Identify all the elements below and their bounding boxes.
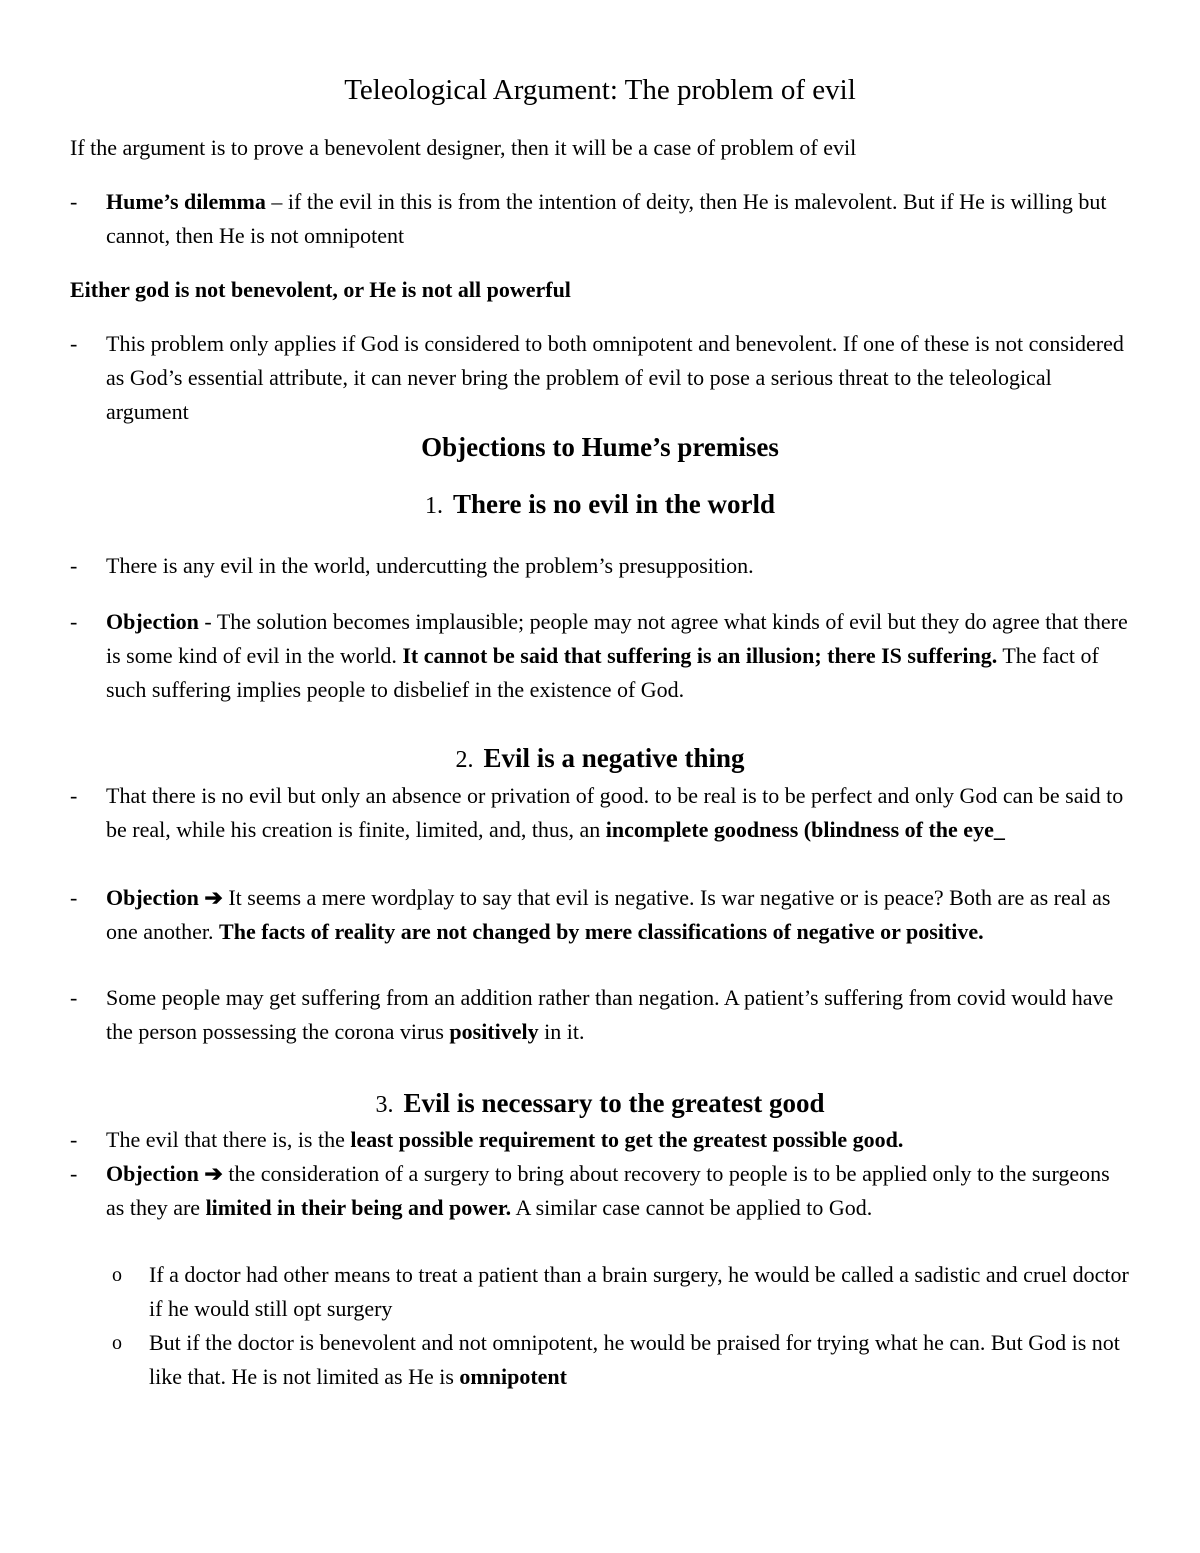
objection-text: The fact of such suffering implies people to disbelief in the existence of God. [106, 643, 1099, 702]
section-3-sub-item-1 [112, 1258, 1130, 1326]
bullet-circle: o [112, 1332, 122, 1354]
section-3-point [70, 1123, 1130, 1157]
sub-item-text: But if the doctor is benevolent and not omnipotent, he would be praised for trying what he can. But God is not like that. He is not limited as He is [149, 1330, 1120, 1389]
intro-paragraph: If the argument is to prove a benevolent designer, then it will be a case of problem of evil [70, 135, 857, 160]
section-2-point [70, 779, 1130, 847]
bullet-dash: - [70, 609, 78, 634]
sub-item-body [149, 1326, 1130, 1394]
point-text: in it. [538, 1019, 585, 1044]
objection-emphasis: limited in their being and power. [205, 1195, 512, 1220]
humes-dilemma-item [70, 185, 1130, 253]
bullet-dash: - [70, 1161, 78, 1186]
objection-text: the consideration of a surgery to bring about recovery to people is to be applied only to the surgeons as they are [106, 1161, 1110, 1220]
section-2-number: 2. [455, 747, 474, 773]
section-3-objection [70, 1157, 1130, 1225]
section-1-objection [70, 605, 1130, 707]
bullet-dash: - [70, 331, 78, 356]
point-text: That there is no evil but only an absence or privation of good. to be real is to be perfect and only God can be said to be real, while his creation is finite, limited, and, thus, an [106, 783, 1124, 842]
point-emphasis: least possible requirement to get the greatest possible good. [350, 1127, 904, 1152]
section-1-objection-body [106, 605, 1130, 707]
bullet-dash: - [70, 985, 78, 1010]
applies-note-item [70, 327, 1130, 429]
sub-item-text: If a doctor had other means to treat a patient than a brain surgery, he would be called a sadistic and cruel doctor if he would still opt surgery [149, 1262, 1129, 1321]
bullet-dash: - [70, 1127, 78, 1152]
section-2-point-3 [70, 981, 1130, 1049]
section-3-objection-body [106, 1157, 1130, 1225]
section-2-objection [70, 881, 1130, 949]
humes-dilemma-label: Hume’s dilemma [106, 189, 266, 214]
section-2-heading [0, 741, 1200, 777]
section-1-number: 1. [424, 493, 443, 519]
humes-dilemma-text: – if the evil in this is from the intention of deity, then He is malevolent. But if He is willing but cannot, then He is not omnipotent [106, 189, 1107, 248]
section-3-sub-item-2 [112, 1326, 1130, 1394]
sub-item-emphasis: omnipotent [459, 1364, 567, 1389]
section-2-objection-body [106, 881, 1130, 949]
bullet-circle: o [112, 1264, 122, 1286]
section-3-heading [0, 1086, 1200, 1122]
section-3-number: 3. [375, 1092, 394, 1118]
section-1-point-text: There is any evil in the world, undercutting the problem’s presupposition. [106, 553, 754, 578]
point-emphasis: positively [449, 1019, 539, 1044]
section-1-point [70, 549, 1130, 583]
arrow-icon: ➔ [204, 1161, 223, 1186]
section-1-heading [0, 487, 1200, 523]
objection-label: Objection [106, 609, 199, 634]
objection-emphasis: The facts of reality are not changed by mere classifications of negative or positive. [219, 919, 984, 944]
bullet-dash: - [70, 885, 78, 910]
section-1-title: There is no evil in the world [452, 489, 775, 519]
objection-text: - The solution becomes implausible; people may not agree what kinds of evil but they do agree that there is some kind of evil in the world. [106, 609, 1128, 668]
bullet-dash: - [70, 189, 78, 214]
section-2-title: Evil is a negative thing [483, 743, 745, 773]
point-text: Some people may get suffering from an addition rather than negation. A patient’s suffering from covid would have the person possessing the corona virus [106, 985, 1114, 1044]
conclusion-line: Either god is not benevolent, or He is not all powerful [70, 277, 571, 302]
point-text: The evil that there is, is the [106, 1127, 351, 1152]
applies-note-text: This problem only applies if God is considered to both omnipotent and benevolent. If one of these is not considered as God’s essential attribute, it can never bring the problem of evil to pose a serious threat to the teleological argument [106, 331, 1124, 424]
point-emphasis: incomplete goodness (blindness of the eye_ [605, 817, 1005, 842]
objection-label: Objection [106, 1161, 199, 1186]
objections-heading: Objections to Hume’s premises [421, 432, 779, 462]
bullet-dash: - [70, 783, 78, 808]
section-3-title: Evil is necessary to the greatest good [403, 1088, 825, 1118]
page-title: Teleological Argument: The problem of evil [344, 74, 856, 106]
objection-emphasis: It cannot be said that suffering is an illusion; there IS suffering. [402, 643, 998, 668]
section-2-point-3-body [106, 981, 1130, 1049]
humes-dilemma-body [106, 185, 1130, 253]
bullet-dash: - [70, 553, 78, 578]
objection-text: A similar case cannot be applied to God. [511, 1195, 873, 1220]
objection-text: It seems a mere wordplay to say that evil is negative. Is war negative or is peace? Both are as real as one another. [106, 885, 1111, 944]
arrow-icon: ➔ [204, 885, 223, 910]
objection-label: Objection [106, 885, 199, 910]
section-2-point-body [106, 779, 1130, 847]
section-3-point-body [106, 1123, 1130, 1157]
